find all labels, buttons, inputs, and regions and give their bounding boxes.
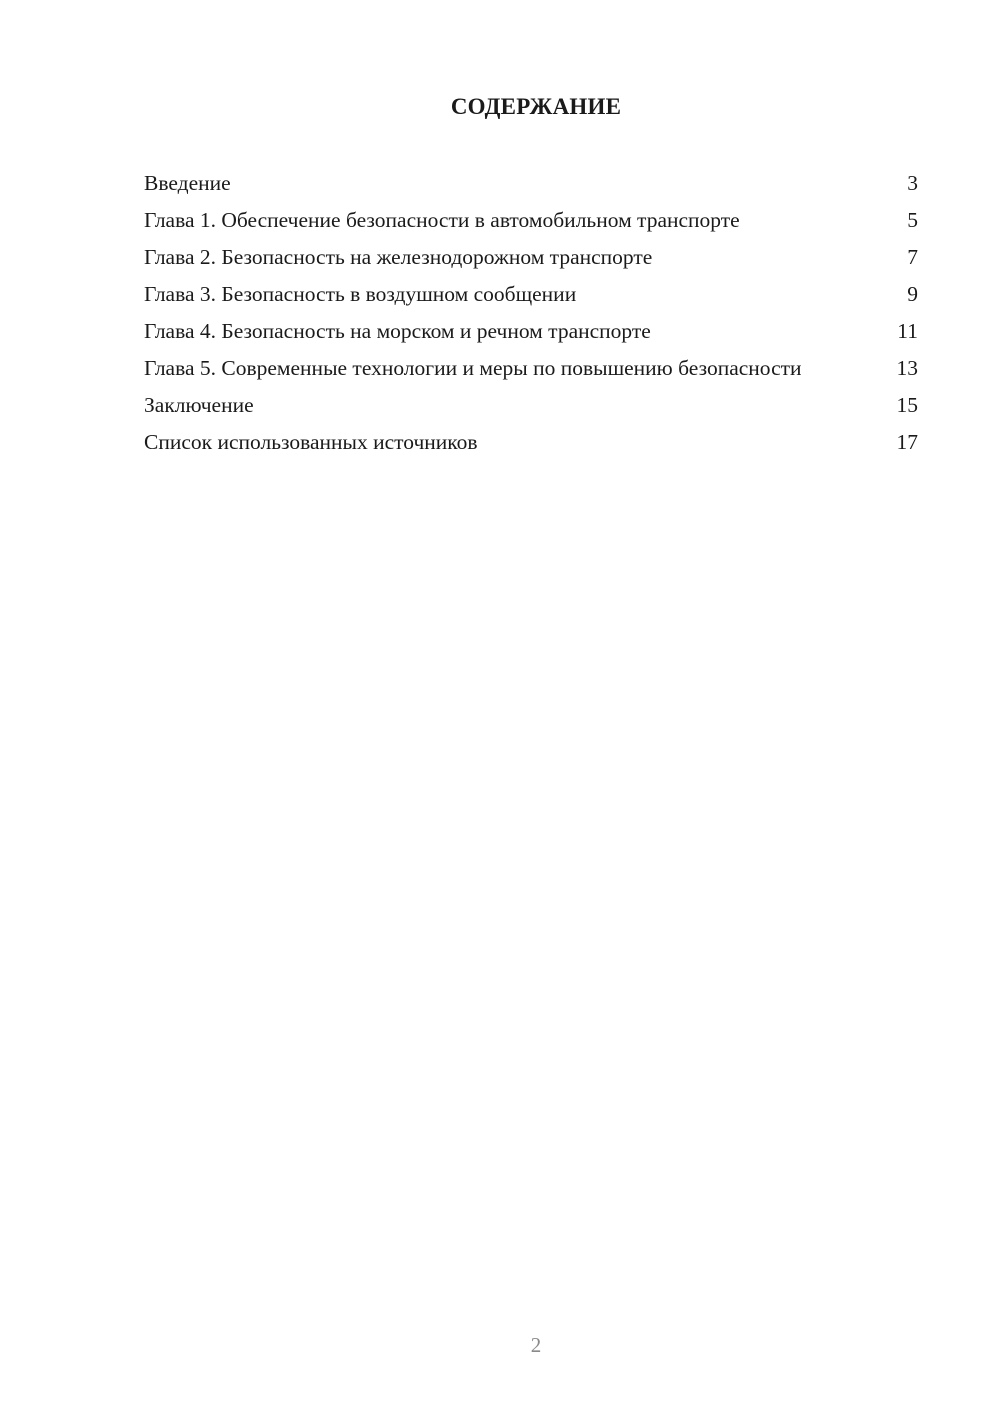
toc-entry-page: 5: [907, 208, 918, 232]
toc-entry-label: Глава 1. Обеспечение безопасности в автомобильном транспорте: [144, 208, 740, 232]
toc-entry-label: Глава 3. Безопасность в воздушном сообщении: [144, 282, 577, 306]
toc-entry-introduction: [144, 170, 918, 197]
page-number: 2: [530, 1333, 542, 1357]
toc-entry-chapter-2: [144, 244, 918, 271]
toc-entry-page: 15: [896, 393, 918, 417]
toc-entry-chapter-4: [144, 318, 918, 345]
toc-entry-label: Заключение: [144, 393, 254, 417]
toc-entry-chapter-5: [144, 355, 918, 382]
toc-entry-page: 7: [907, 245, 918, 269]
table-of-contents: [144, 170, 918, 466]
toc-entry-label: Глава 5. Современные технологии и меры по повышению безопасности: [144, 356, 802, 380]
toc-entry-references: [144, 429, 918, 456]
toc-entry-label: Список использованных источников: [144, 430, 478, 454]
toc-entry-page: 3: [907, 171, 918, 195]
toc-entry-label: Введение: [144, 171, 231, 195]
toc-heading: СОДЕРЖАНИЕ: [450, 94, 622, 119]
toc-entry-conclusion: [144, 392, 918, 419]
toc-entry-chapter-1: [144, 207, 918, 234]
toc-entry-page: 17: [896, 430, 918, 454]
toc-entry-page: 9: [907, 282, 918, 306]
toc-entry-page: 11: [897, 319, 918, 343]
toc-entry-label: Глава 2. Безопасность на железнодорожном транспорте: [144, 245, 653, 269]
toc-entry-chapter-3: [144, 281, 918, 308]
toc-entry-page: 13: [896, 356, 918, 380]
toc-entry-label: Глава 4. Безопасность на морском и речном транспорте: [144, 319, 651, 343]
